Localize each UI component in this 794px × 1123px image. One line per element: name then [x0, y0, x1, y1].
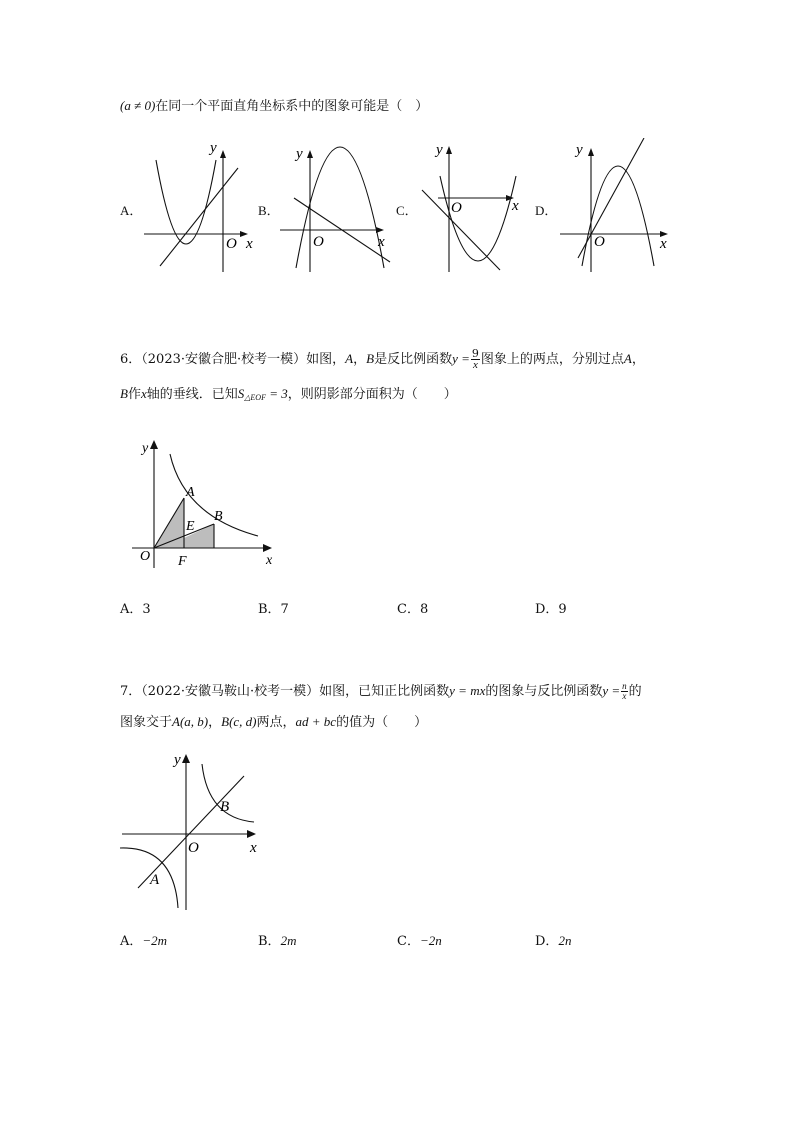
q6-point-b-label: B	[214, 509, 223, 524]
q6-sep-2: ，	[631, 352, 645, 367]
q7-choice-a-value: −2m	[142, 933, 168, 948]
q7-choice-b-value: 2m	[280, 933, 297, 948]
q5-graph-b	[280, 138, 400, 278]
q7-line2-text-a: 图象交于	[120, 715, 173, 730]
q5-stem	[120, 96, 428, 117]
q6-choice-a[interactable]: A．3	[120, 602, 151, 617]
q6-choice-d[interactable]: D．9	[535, 602, 567, 617]
q5d-x-label: x	[660, 236, 667, 252]
q6-choice-c[interactable]: C．8	[397, 602, 429, 617]
q7-line2-text-c: 的值为（ ）	[336, 715, 428, 730]
q6-line2-text-b: 轴的垂线．已知	[146, 387, 238, 402]
q6-text-a: 如图，	[306, 352, 346, 367]
q6-text-b: 是反比例函数	[374, 352, 453, 367]
q5c-y-label: y	[436, 142, 443, 158]
q7-text-a: 如图，已知正比例函数	[319, 684, 450, 699]
q6-sep: ，	[353, 352, 367, 367]
q5-condition: (a ≠ 0)	[120, 98, 156, 113]
q7-y-label: y	[174, 752, 181, 768]
q7-point-a-label: A	[150, 872, 160, 888]
q6-area-eq: = 3	[265, 386, 288, 401]
q6-point-b: B	[366, 351, 375, 366]
q6-fraction	[471, 348, 480, 371]
q7-origin-label: O	[188, 840, 199, 856]
q6-source: （2023·安徽合肥·校考一模）	[141, 352, 307, 367]
q7-choice-a[interactable]	[120, 931, 167, 952]
q6-line2-point-b: B	[120, 386, 128, 401]
q6-figure	[126, 434, 286, 574]
q5b-origin: O	[313, 234, 324, 250]
q7-choice-d[interactable]	[535, 931, 571, 952]
q5d-y-label: y	[576, 142, 583, 158]
q5b-y-label: y	[296, 146, 303, 162]
q7-line2-text-b: 两点，	[256, 715, 296, 730]
q7-choice-c-label: C．	[397, 934, 420, 949]
q7-choice-b-label: B．	[258, 934, 281, 949]
q7-frac-den: x	[622, 691, 627, 701]
q6-x-label: x	[266, 553, 273, 568]
q6-point-e-label: E	[186, 519, 195, 534]
q7-text-c: 的	[628, 684, 642, 699]
q5d-origin: O	[594, 234, 605, 250]
q7-stem-line2	[120, 712, 427, 733]
q7-choice-d-value: 2n	[558, 933, 572, 948]
q5-option-c-label: C．	[396, 203, 418, 218]
q7-expr: ad + bc	[295, 714, 337, 729]
q6-area-sub: △EOF	[244, 393, 266, 402]
q5-option-d-label: D．	[535, 203, 558, 218]
q6-origin-label: O	[140, 549, 151, 564]
q7-source: （2022·安徽马鞍山·校考一模）	[141, 684, 320, 699]
q5-stem-text: 在同一个平面直角坐标系中的图象可能是（ ）	[155, 99, 429, 114]
q5-graph-c	[418, 138, 538, 278]
q6-choice-b[interactable]: B．7	[258, 602, 289, 617]
q6-y-label: y	[142, 441, 149, 456]
q7-choice-c[interactable]	[397, 931, 442, 952]
q6-point-a: A	[345, 351, 354, 366]
q6-point-f-label: F	[178, 554, 187, 569]
q5a-origin: O	[226, 236, 237, 252]
q7-point-a: A(a, b)	[172, 714, 209, 729]
q5a-x-label: x	[246, 236, 253, 252]
q7-x-label: x	[250, 840, 257, 856]
q5-graph-d	[556, 138, 676, 278]
q6-line2-text-c: ，则阴影部分面积为（ ）	[287, 387, 457, 402]
q7-choice-d-label: D．	[535, 934, 559, 949]
q7-sep: ，	[208, 715, 222, 730]
q5c-x-label: x	[512, 198, 519, 214]
q6-frac-num: 9	[471, 347, 479, 360]
q6-area-s: S	[237, 386, 245, 401]
q7-fraction	[621, 682, 628, 701]
q7-choice-c-value: −2n	[419, 933, 442, 948]
q7-frac-num: n	[622, 681, 627, 691]
q6-fn-lhs: y =	[452, 351, 470, 366]
q7-point-b: B(c, d)	[221, 714, 257, 729]
q7-text-b: 的图象与反比例函数	[485, 684, 603, 699]
q6-line2-text-a: 作	[127, 387, 141, 402]
q7-point-b-label: B	[220, 799, 230, 815]
q7-stem-line1	[120, 681, 642, 702]
q6-point-a-label: A	[186, 485, 195, 500]
q5b-x-label: x	[378, 234, 385, 250]
q6-text-c: 图象上的两点，分别过点	[480, 352, 624, 367]
q5-option-a-label: A．	[120, 203, 143, 218]
q7-fn2-lhs: y =	[602, 683, 621, 698]
q5a-y-label: y	[210, 140, 217, 156]
q7-choice-b[interactable]	[258, 931, 296, 952]
q7-figure	[118, 748, 268, 914]
q6-number: 6．	[120, 352, 142, 367]
q5-graph-a	[140, 138, 260, 278]
q5-option-b-label: B．	[258, 203, 280, 218]
q7-number: 7．	[120, 684, 142, 699]
q6-line2-axis: x	[140, 386, 147, 401]
q6-point-a-2: A	[623, 351, 632, 366]
q6-stem-line2	[120, 384, 457, 408]
q6-frac-den: x	[472, 359, 478, 371]
q7-choice-a-label: A．	[120, 934, 143, 949]
q6-stem-line1	[120, 348, 645, 371]
q5c-origin: O	[451, 200, 462, 216]
q7-fn1: y = mx	[449, 683, 486, 698]
